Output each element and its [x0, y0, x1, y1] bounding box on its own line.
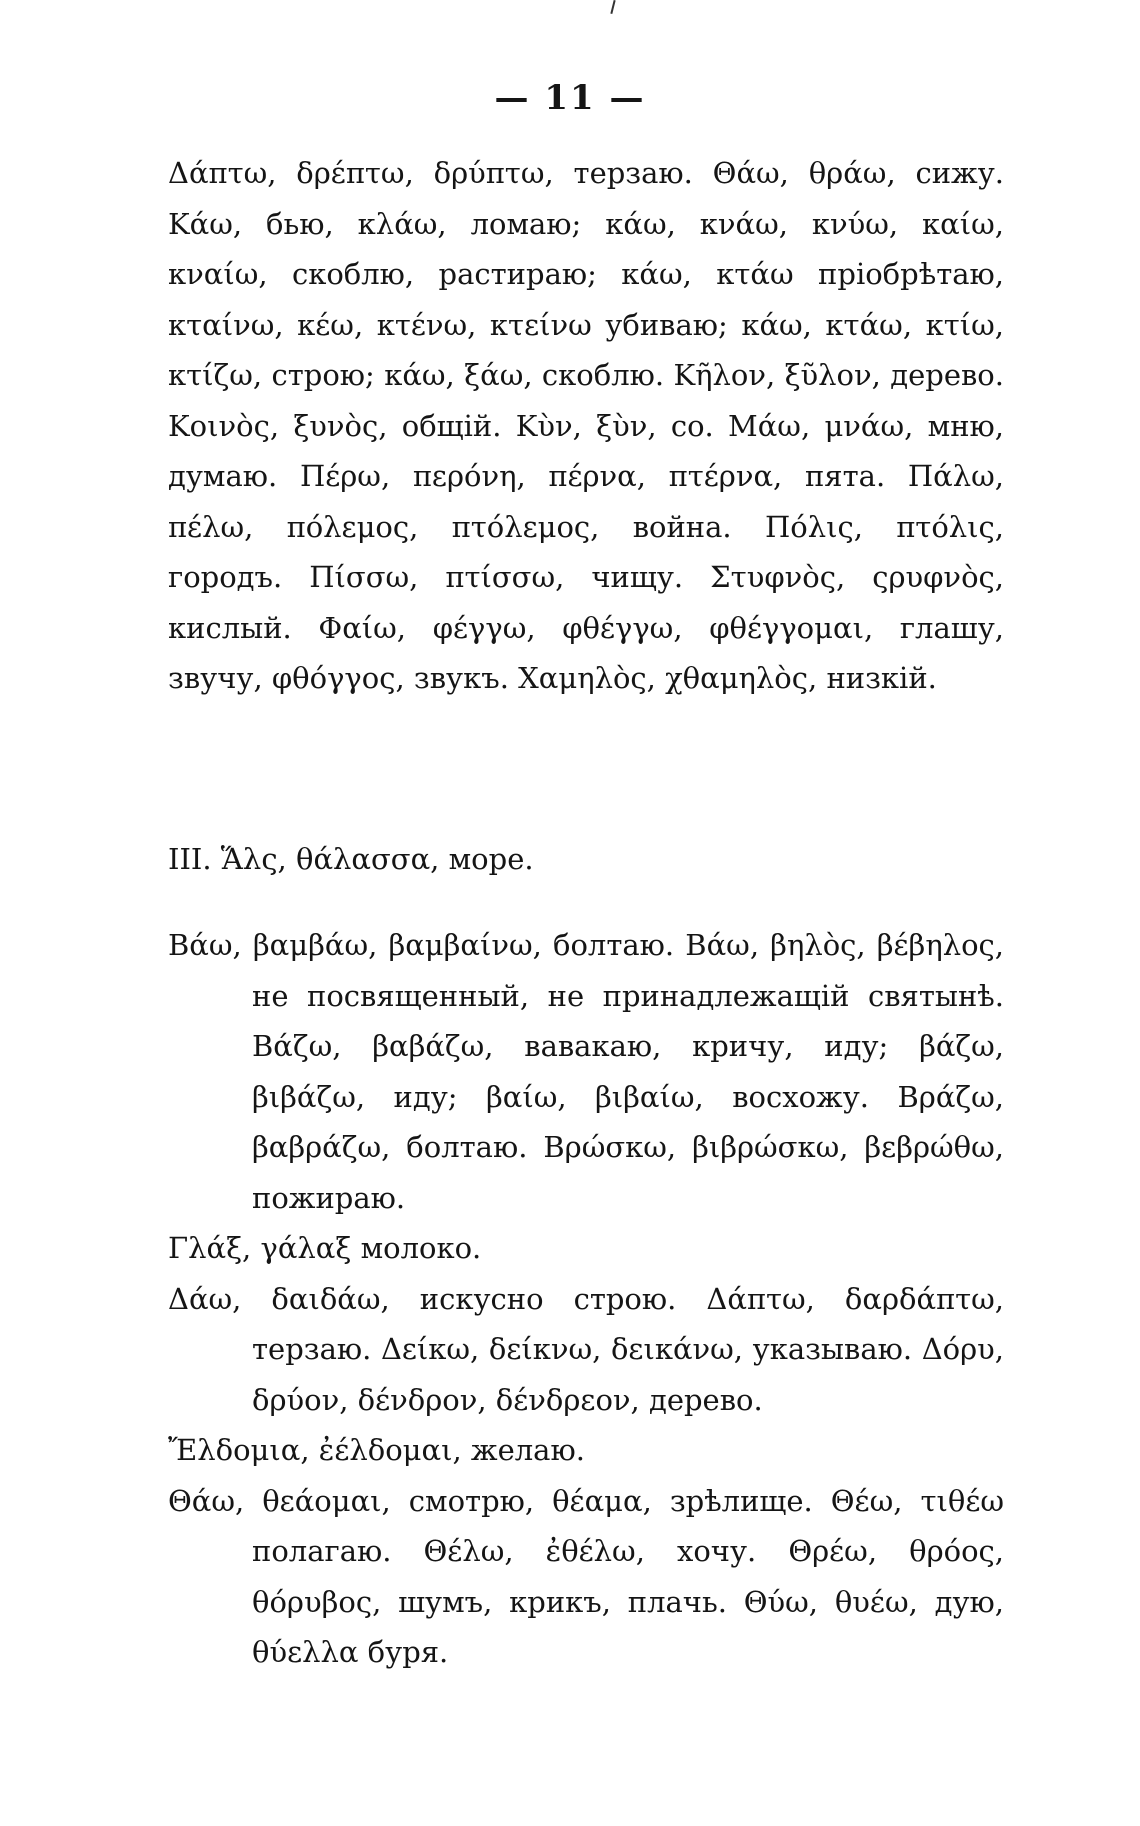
entry-gamma: Γλάξ, γάλαξ молоко.: [168, 1231, 482, 1265]
entry-beta: Βάω, βαμβάω, βαμβαίνω, болтаю. Βάω, βηλὸς, βέβηλος, не посвященный, не принадлежащій святынѣ. Βάζω, βαβάζω, вавакаю, кричу, иду; βάζω, βιβάζω, иду; βαίω, βιβαίω, восхожу. Βράζω, βαβράζω, болтаю. Βρώσκω, βιβρώσκω, βεβρώθω, пожираю.: [168, 928, 1004, 1215]
entry-theta: Θάω, θεάομαι, смотрю, θέαμα, зрѣлище. Θέω, τιθέω полагаю. Θέλω, ἐθέλω, хочу. Θρέω, θρόος, θόρυβος, шумъ, крикъ, плачь. Θύω, θυέω, дую, θύελλα буря.: [168, 1483, 1004, 1669]
stray-pen-mark: [610, 0, 615, 14]
body-paragraph-1: [168, 148, 1004, 704]
entry-delta: Δάω, δαιδάω, искусно строю. Δάπτω, δαρδάπτω, терзаю. Δείκω, δείκνω, δεικάνω, указываю. Δόρυ, δρύον, δένδρον, δένδρεον, дерево.: [168, 1281, 1004, 1417]
page-number: — 11 —: [494, 78, 646, 118]
paragraph-text: Δάπτω, δρέπτω, δρύπτω, терзаю. Θάω, θράω, сижу. Κάω, бью, κλάω, ломаю; κάω, κνάω, κνύω, καίω, κναίω, скоблю, растираю; κάω, κτάω пріобрѣтаю, κταίνω, κέω, κτένω, κτείνω убиваю; κάω, κτάω, κτίω, κτίζω, строю; κάω, ξάω, скоблю. Κῆλον, ξῦλον, дерево. Κοινὸς, ξυνὸς, общій. Κὺν, ξὺν, со. Μάω, μνάω, мню, думаю. Πέρω, περόνη, πέρνα, πτέρνα, пята. Πάλω, πέλω, πόλεμος, πτόλεμος, война. Πόλις, πτόλις, городъ. Πίσσω, πτίσσω, чищу. Στυφνὸς, ςρυφνὸς, кислый. Φαίω, φέγγω, φθέγγω, φθέγγομαι, глашу, звучу, φθόγγος, звукъ. Χαμηλὸς, χθαμηλὸς, низкій.: [168, 156, 1004, 695]
section-heading-iii: III. Ἅλς, θάλασσα, море.: [168, 842, 534, 876]
entries-list: [168, 920, 1004, 1678]
entry-epsilon: Ἔλδομια, ἐέλδομαι, желаю.: [168, 1433, 585, 1467]
